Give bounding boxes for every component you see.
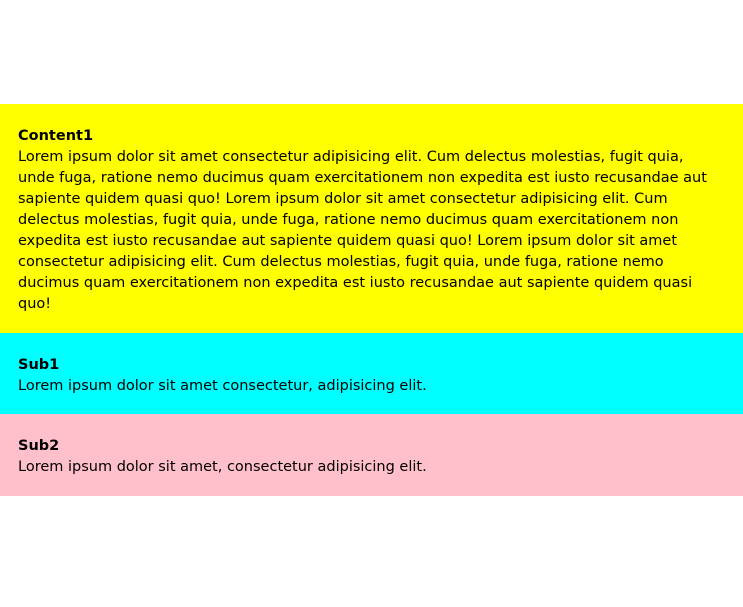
sub2-section [0,414,743,496]
sub1-section [0,333,743,414]
content1-text: Lorem ipsum dolor sit amet consectetur adipisicing elit. Cum delectus molestias, fugit quia, unde fuga, ratione nemo ducimus quam exercitationem non expedita est iusto recusandae aut sapiente quidem quasi quo! Lorem ipsum dolor sit amet consectetur adipisicing elit. Cum delectus molestias, fugit quia, unde fuga, ratione nemo ducimus quam exercitationem non expedita est iusto recusandae aut sapiente quidem quasi quo! Lorem ipsum dolor sit amet consectetur adipisicing elit. Cum delectus molestias, fugit quia, unde fuga, ratione nemo ducimus quam exercitationem non expedita est iusto recusandae aut sapiente quidem quasi quo! [18,149,707,312]
content1-title: Content1 [18,128,94,144]
sub2-title: Sub2 [18,438,60,454]
sub1-title: Sub1 [18,357,60,373]
sub1-text: Lorem ipsum dolor sit amet consectetur, adipisicing elit. [18,378,427,394]
sub2-text: Lorem ipsum dolor sit amet, consectetur adipisicing elit. [18,459,427,475]
content1-section [0,104,743,333]
